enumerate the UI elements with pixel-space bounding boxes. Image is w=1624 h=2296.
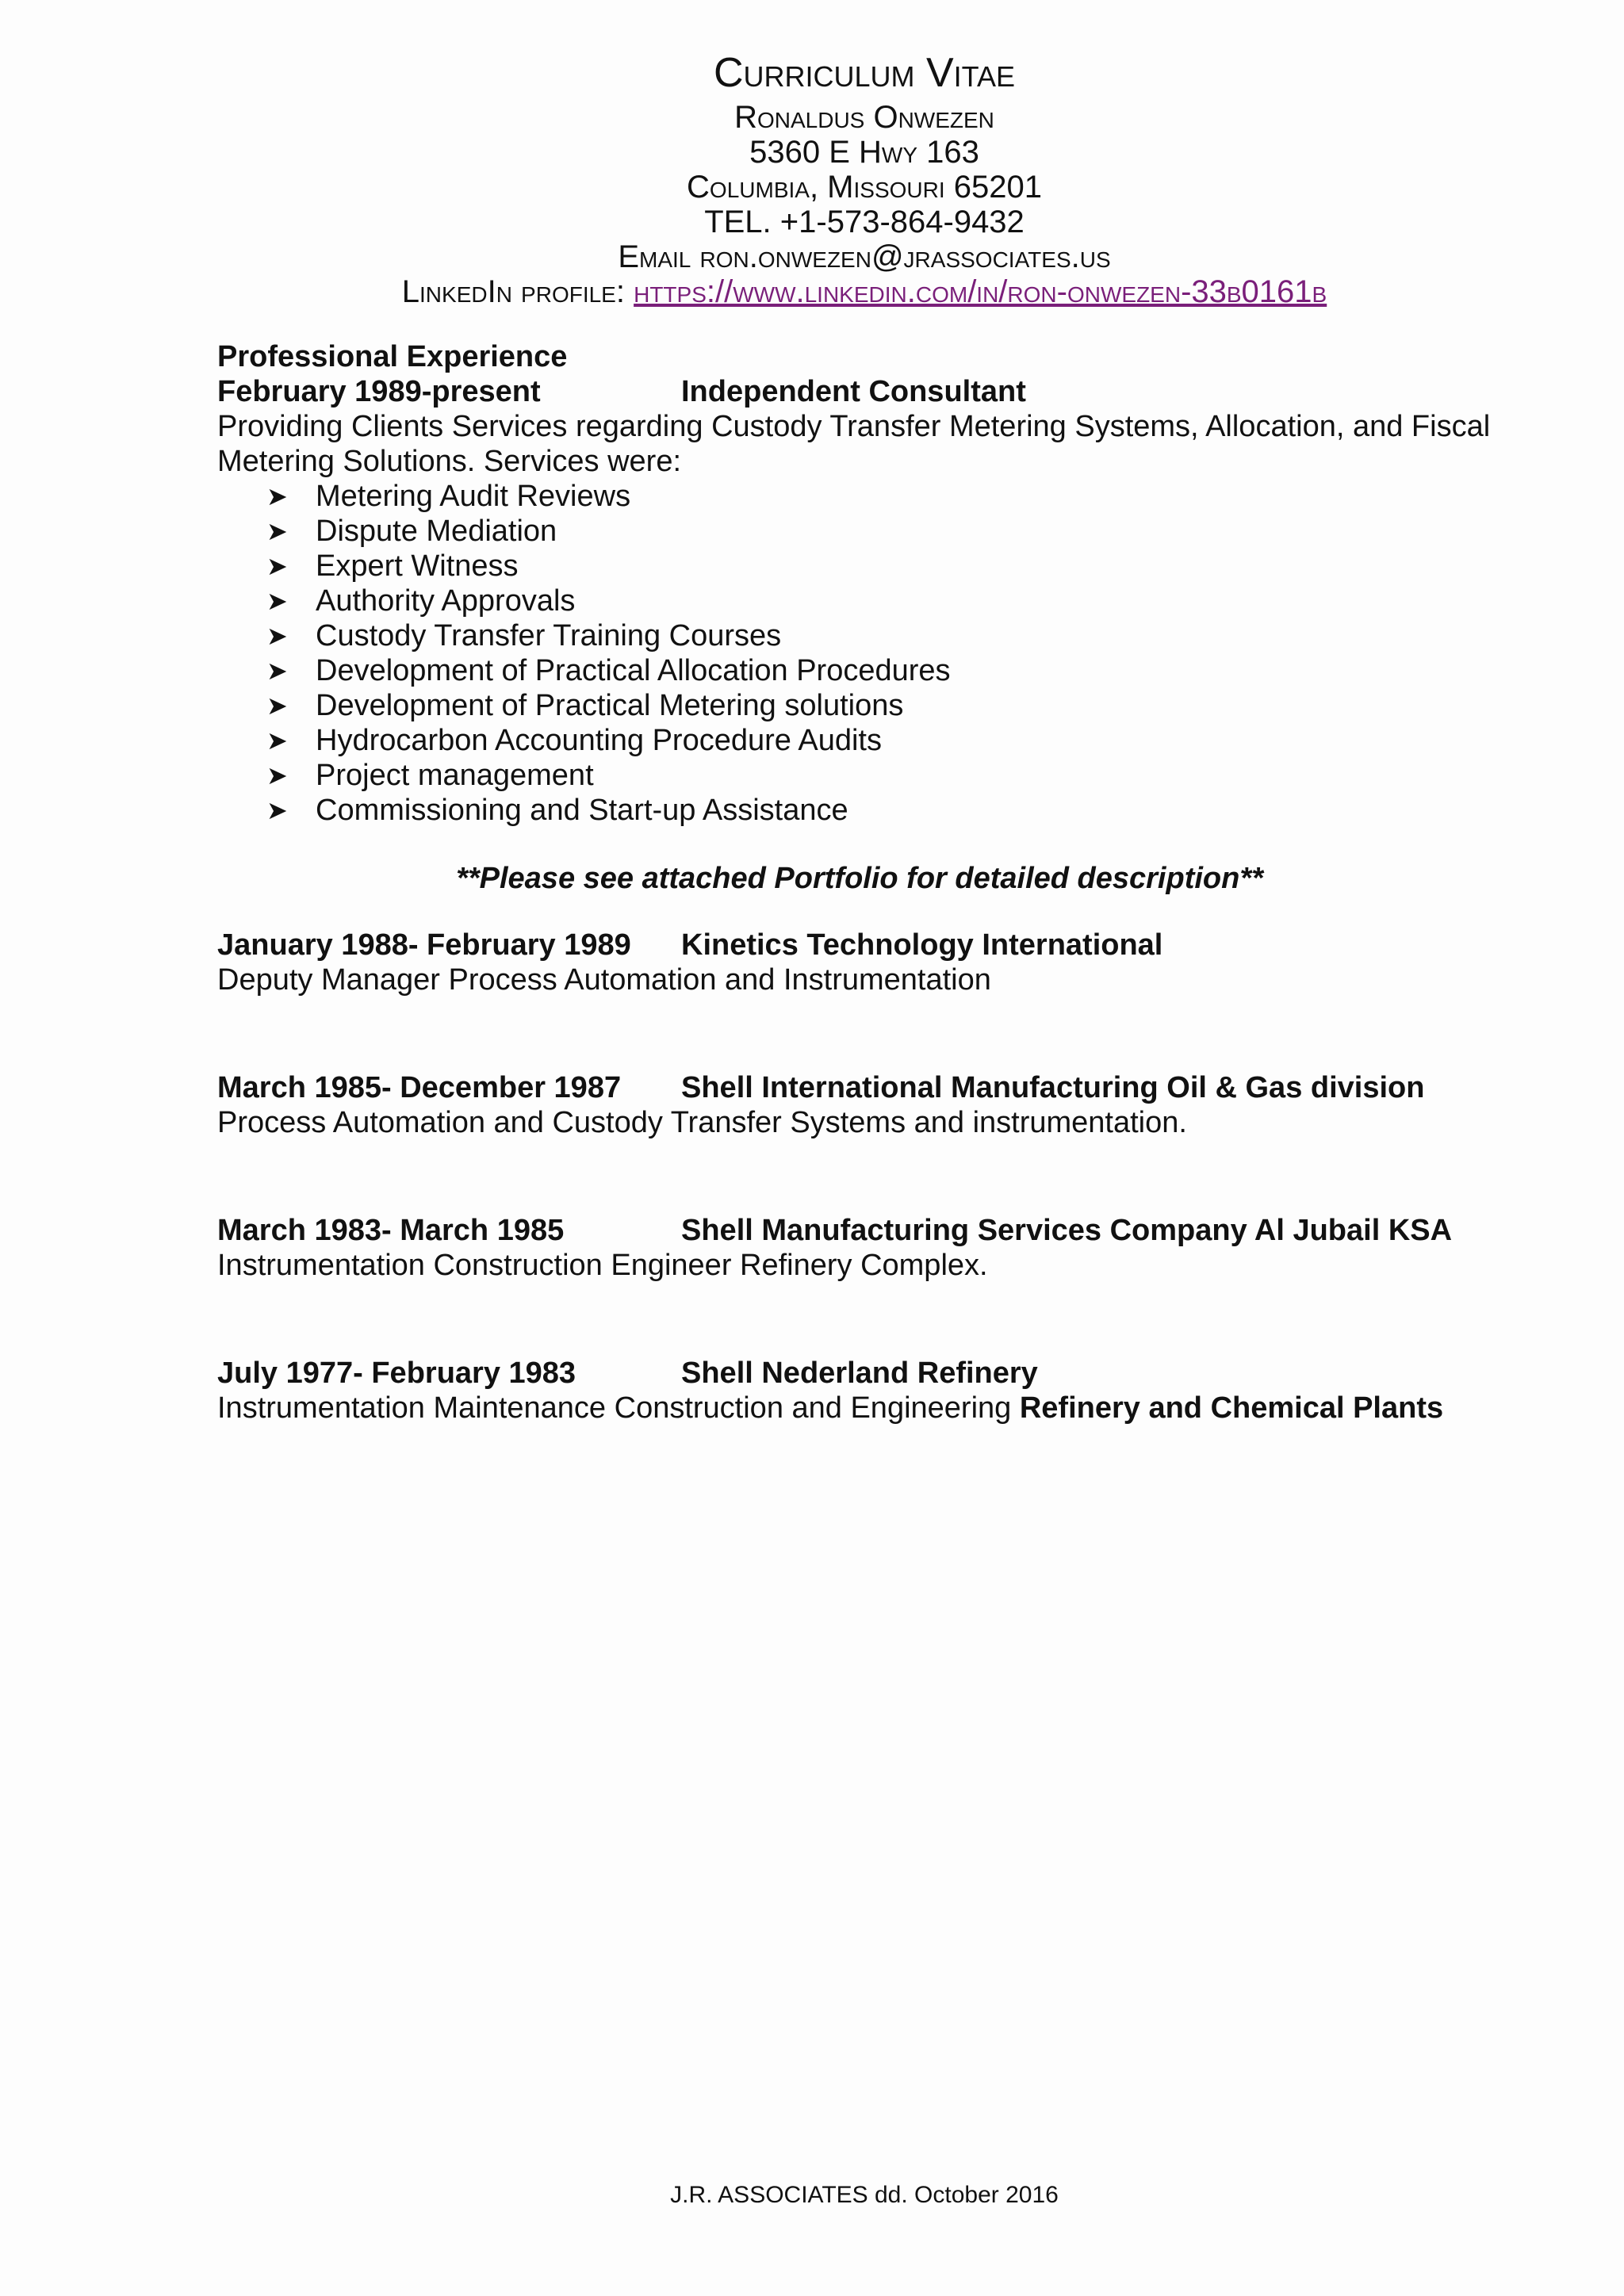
list-item: ➤ Dispute Mediation: [266, 515, 557, 548]
job-description: Deputy Manager Process Automation and Instrumentation: [217, 963, 991, 997]
job-description-emphasis: Refinery and Chemical Plants: [1019, 1391, 1444, 1425]
current-job-description: Providing Clients Services regarding Custody Transfer Metering Systems, Allocation, and Fiscal Metering Solutions. Services were:: [217, 410, 1491, 478]
job-description: Process Automation and Custody Transfer Systems and instrumentation.: [217, 1106, 1187, 1139]
list-item: ➤ Custody Transfer Training Courses: [266, 619, 782, 652]
arrow-bullet-icon: ➤: [266, 587, 288, 615]
job-entry: [217, 928, 1502, 997]
job-heading: [217, 1213, 1502, 1248]
job-entry: [217, 1070, 1502, 1140]
job-dates: January 1988- February 1989: [217, 928, 631, 962]
list-item: ➤ Metering Audit Reviews: [266, 480, 631, 513]
address-line-1: 5360 E Hwy 163: [749, 135, 979, 170]
email-address: ron.onwezen@jrassociates.us: [699, 239, 1111, 274]
job-entry: [217, 1356, 1502, 1425]
arrow-bullet-icon: ➤: [266, 552, 288, 580]
job-heading: [217, 1070, 1502, 1105]
arrow-bullet-icon: ➤: [266, 761, 288, 790]
linkedin-link[interactable]: https://www.linkedin.com/in/ron-onwezen-33b0161b: [634, 274, 1327, 309]
list-item: ➤ Expert Witness: [266, 549, 519, 583]
arrow-bullet-icon: ➤: [266, 656, 288, 685]
list-item: ➤ Hydrocarbon Accounting Procedure Audits: [266, 724, 882, 757]
email-line: [0, 239, 1624, 274]
job-company: Shell International Manufacturing Oil & Gas division: [681, 1071, 1425, 1104]
linkedin-line: [0, 274, 1624, 309]
job-company: Kinetics Technology International: [681, 928, 1163, 962]
list-item: ➤ Commissioning and Start-up Assistance: [266, 794, 848, 827]
list-item: ➤ Project management: [266, 759, 594, 792]
arrow-bullet-icon: ➤: [266, 796, 288, 825]
job-dates: March 1983- March 1985: [217, 1214, 565, 1247]
arrow-bullet-icon: ➤: [266, 517, 288, 545]
current-job-heading: [217, 374, 1502, 409]
cv-header: [0, 49, 1624, 309]
footer-text: J.R. ASSOCIATES dd. October 2016: [670, 2182, 1059, 2208]
job-dates: July 1977- February 1983: [217, 1357, 576, 1390]
phone-number: TEL. +1-573-864-9432: [704, 205, 1025, 239]
arrow-bullet-icon: ➤: [266, 691, 288, 720]
list-item: ➤ Development of Practical Metering solutions: [266, 689, 904, 722]
current-job-title: Independent Consultant: [681, 375, 1026, 408]
job-company: Shell Nederland Refinery: [681, 1357, 1038, 1390]
linkedin-label: LinkedIn profile:: [401, 274, 625, 309]
arrow-bullet-icon: ➤: [266, 726, 288, 755]
arrow-bullet-icon: ➤: [266, 482, 288, 511]
job-heading: [217, 928, 1502, 962]
job-description: Instrumentation Maintenance Construction and Engineering Refinery and Chemical Plants: [217, 1391, 1444, 1425]
email-label: Email: [618, 239, 691, 274]
list-item: ➤ Authority Approvals: [266, 584, 576, 618]
job-dates: March 1985- December 1987: [217, 1071, 622, 1104]
experience-section: [217, 339, 1502, 1425]
portfolio-note: **Please see attached Portfolio for detailed description**: [456, 862, 1263, 895]
list-item: ➤ Development of Practical Allocation Procedures: [266, 654, 951, 687]
cv-title: Curriculum Vitae: [713, 50, 1016, 96]
job-entry: [217, 1213, 1502, 1283]
address-line-2: Columbia, Missouri 65201: [687, 170, 1042, 205]
services-list: [217, 479, 1502, 828]
current-job-dates: February 1989-present: [217, 375, 541, 408]
job-company: Shell Manufacturing Services Company Al Jubail KSA: [681, 1214, 1453, 1247]
job-heading: [217, 1356, 1502, 1391]
section-title: Professional Experience: [217, 340, 568, 373]
job-description: Instrumentation Construction Engineer Refinery Complex.: [217, 1249, 988, 1282]
arrow-bullet-icon: ➤: [266, 622, 288, 650]
full-name: Ronaldus Onwezen: [734, 100, 994, 135]
